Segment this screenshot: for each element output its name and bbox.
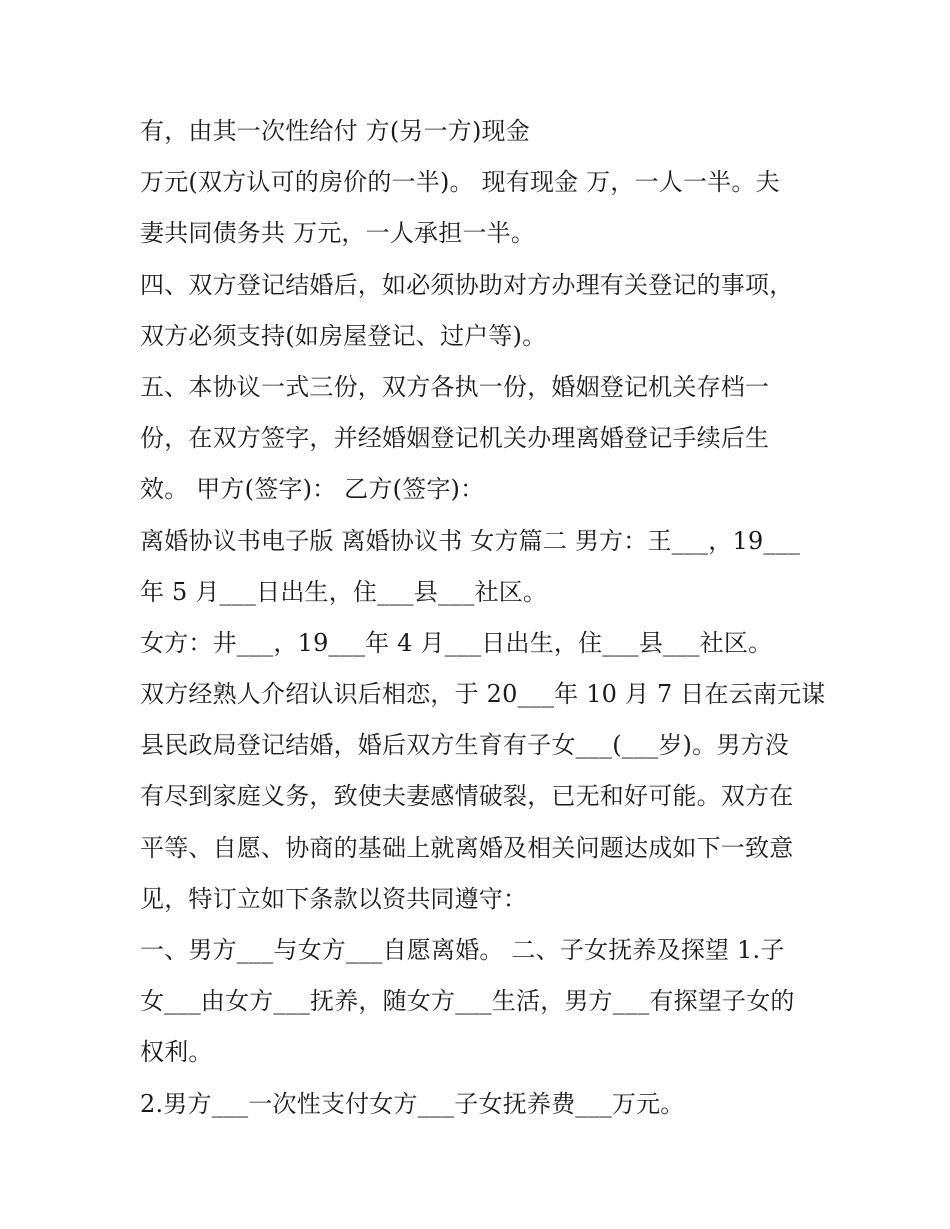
text-line: 万元(双方认可的房价的一半)。 现有现金 万，一人一半。夫 bbox=[140, 168, 780, 197]
signature-line: 效。 甲方(签字)： 乙方(签字)： bbox=[140, 475, 485, 504]
agreement-text bbox=[140, 106, 826, 1130]
text-line: 四、双方登记结婚后，如必须协助对方办理有关登记的事项， bbox=[140, 270, 794, 299]
text-line: 女___由女方___抚养，随女方___生活，男方___有探望子女的 bbox=[140, 987, 795, 1016]
text-line: 年 5 月___日出生，住___县___社区。 bbox=[140, 577, 548, 606]
text-line: 权利。 bbox=[140, 1038, 213, 1067]
text-line: 见，特订立如下条款以资共同遵守： bbox=[140, 884, 528, 913]
text-line: 县民政局登记结婚，婚后双方生育有子女___(___岁)。男方没 bbox=[140, 731, 789, 760]
text-line: 平等、自愿、协商的基础上就离婚及相关问题达成如下一致意 bbox=[140, 833, 794, 862]
text-line: 五、本协议一式三份，双方各执一份，婚姻登记机关存档一 bbox=[140, 372, 770, 401]
text-line: 妻共同债务共 万元，一人承担一半。 bbox=[140, 219, 536, 248]
text-line: 双方经熟人介绍认识后相恋，于 20___年 10 月 7 日在云南元谋 bbox=[140, 680, 826, 709]
text-line: 女方：井___，19___年 4 月___日出生，住___县___社区。 bbox=[140, 628, 773, 657]
text-line: 一、男方___与女方___自愿离婚。 二、子女抚养及探望 1.子 bbox=[140, 936, 785, 964]
text-line: 双方必须支持(如房屋登记、过户等)。 bbox=[140, 321, 547, 350]
section-heading-line: 离婚协议书电子版 离婚协议书 女方篇二 男方：王___，19___ bbox=[140, 526, 801, 555]
text-line: 2.男方___一次性支付女方___子女抚养费___万元。 bbox=[140, 1089, 685, 1118]
text-line: 有尽到家庭义务，致使夫妻感情破裂，已无和好可能。双方在 bbox=[140, 782, 794, 811]
text-line: 有，由其一次性给付 方(另一方)现金 bbox=[140, 117, 530, 145]
text-line: 份，在双方签字，并经婚姻登记机关办理离婚登记手续后生 bbox=[140, 424, 770, 453]
